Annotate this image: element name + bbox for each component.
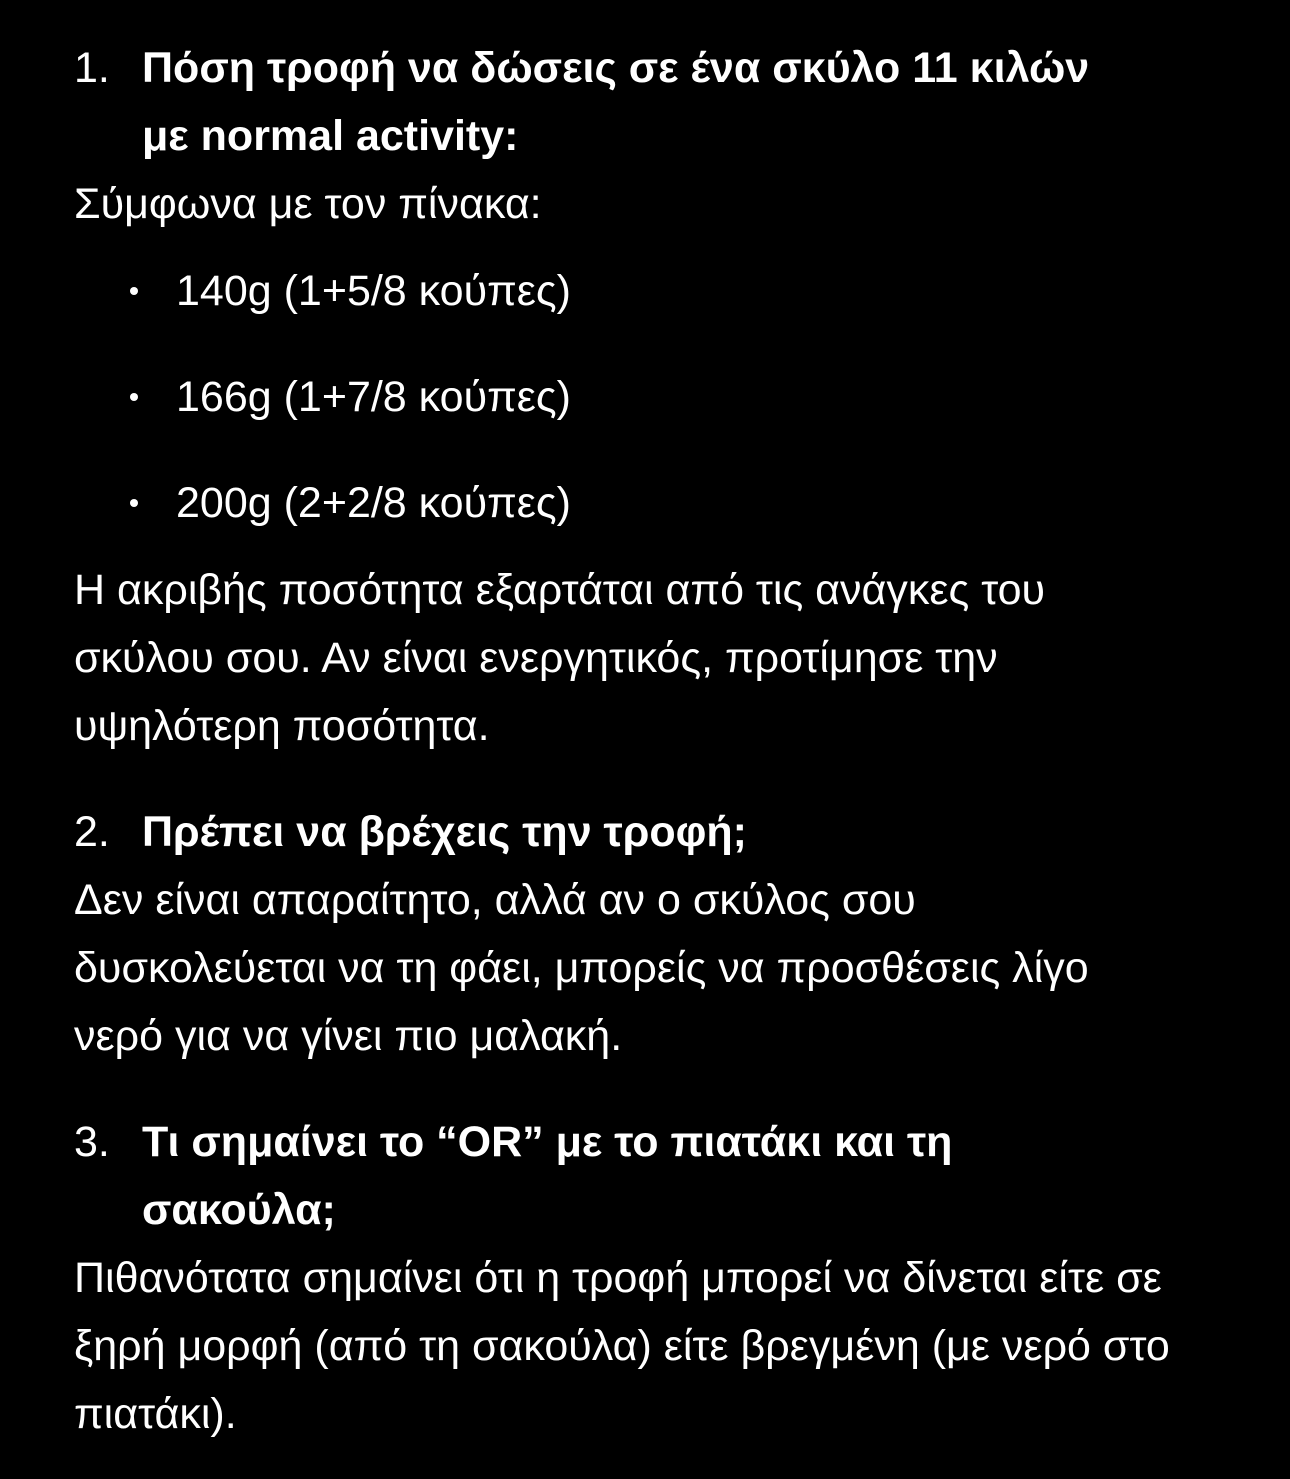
- question-2-answer: Δεν είναι απαραίτητο, αλλά αν ο σκύλος σου δυσκολεύεται να τη φάει, μπορείς να προσθέσεις λίγο νερό για να γίνει πιο μαλακή.: [74, 876, 1089, 1060]
- question-3-heading: [74, 1108, 1194, 1244]
- list-item: [74, 238, 1194, 344]
- bullet-text: 200g (2+2/8 κούπες): [176, 479, 571, 527]
- question-1-heading: [74, 34, 1194, 170]
- bullet-text: 166g (1+7/8 κούπες): [176, 373, 571, 421]
- bullet-icon: [130, 393, 138, 401]
- list-item: [74, 450, 1194, 556]
- question-1-intro: Σύμφωνα με τον πίνακα:: [74, 180, 542, 228]
- question-2-number: 2.: [74, 808, 110, 856]
- list-item: [74, 344, 1194, 450]
- question-1-section: [74, 34, 1194, 760]
- question-1-number: 1.: [74, 44, 110, 92]
- question-1-answer: Η ακριβής ποσότητα εξαρτάται από τις ανάγκες του σκύλου σου. Αν είναι ενεργητικός, προτίμησε την υψηλότερη ποσότητα.: [74, 566, 1046, 750]
- question-3-section: [74, 1108, 1194, 1448]
- bullet-icon: [130, 499, 138, 507]
- question-2-section: [74, 798, 1194, 1070]
- question-3-title: Τι σημαίνει το “OR” με το πιατάκι και τη σακούλα;: [142, 1118, 953, 1234]
- question-3-number: 3.: [74, 1118, 110, 1166]
- question-1-title: Πόση τροφή να δώσεις σε ένα σκύλο 11 κιλών με normal activity:: [142, 44, 1090, 160]
- bullet-icon: [130, 287, 138, 295]
- bullet-text: 140g (1+5/8 κούπες): [176, 267, 571, 315]
- question-2-heading: [74, 798, 1194, 866]
- question-2-title: Πρέπει να βρέχεις την τροφή;: [142, 808, 747, 856]
- question-1-bullet-list: [74, 238, 1194, 556]
- question-3-answer: Πιθανότατα σημαίνει ότι η τροφή μπορεί να δίνεται είτε σε ξηρή μορφή (από τη σακούλα) είτε βρεγμένη (με νερό στο πιατάκι).: [74, 1254, 1170, 1438]
